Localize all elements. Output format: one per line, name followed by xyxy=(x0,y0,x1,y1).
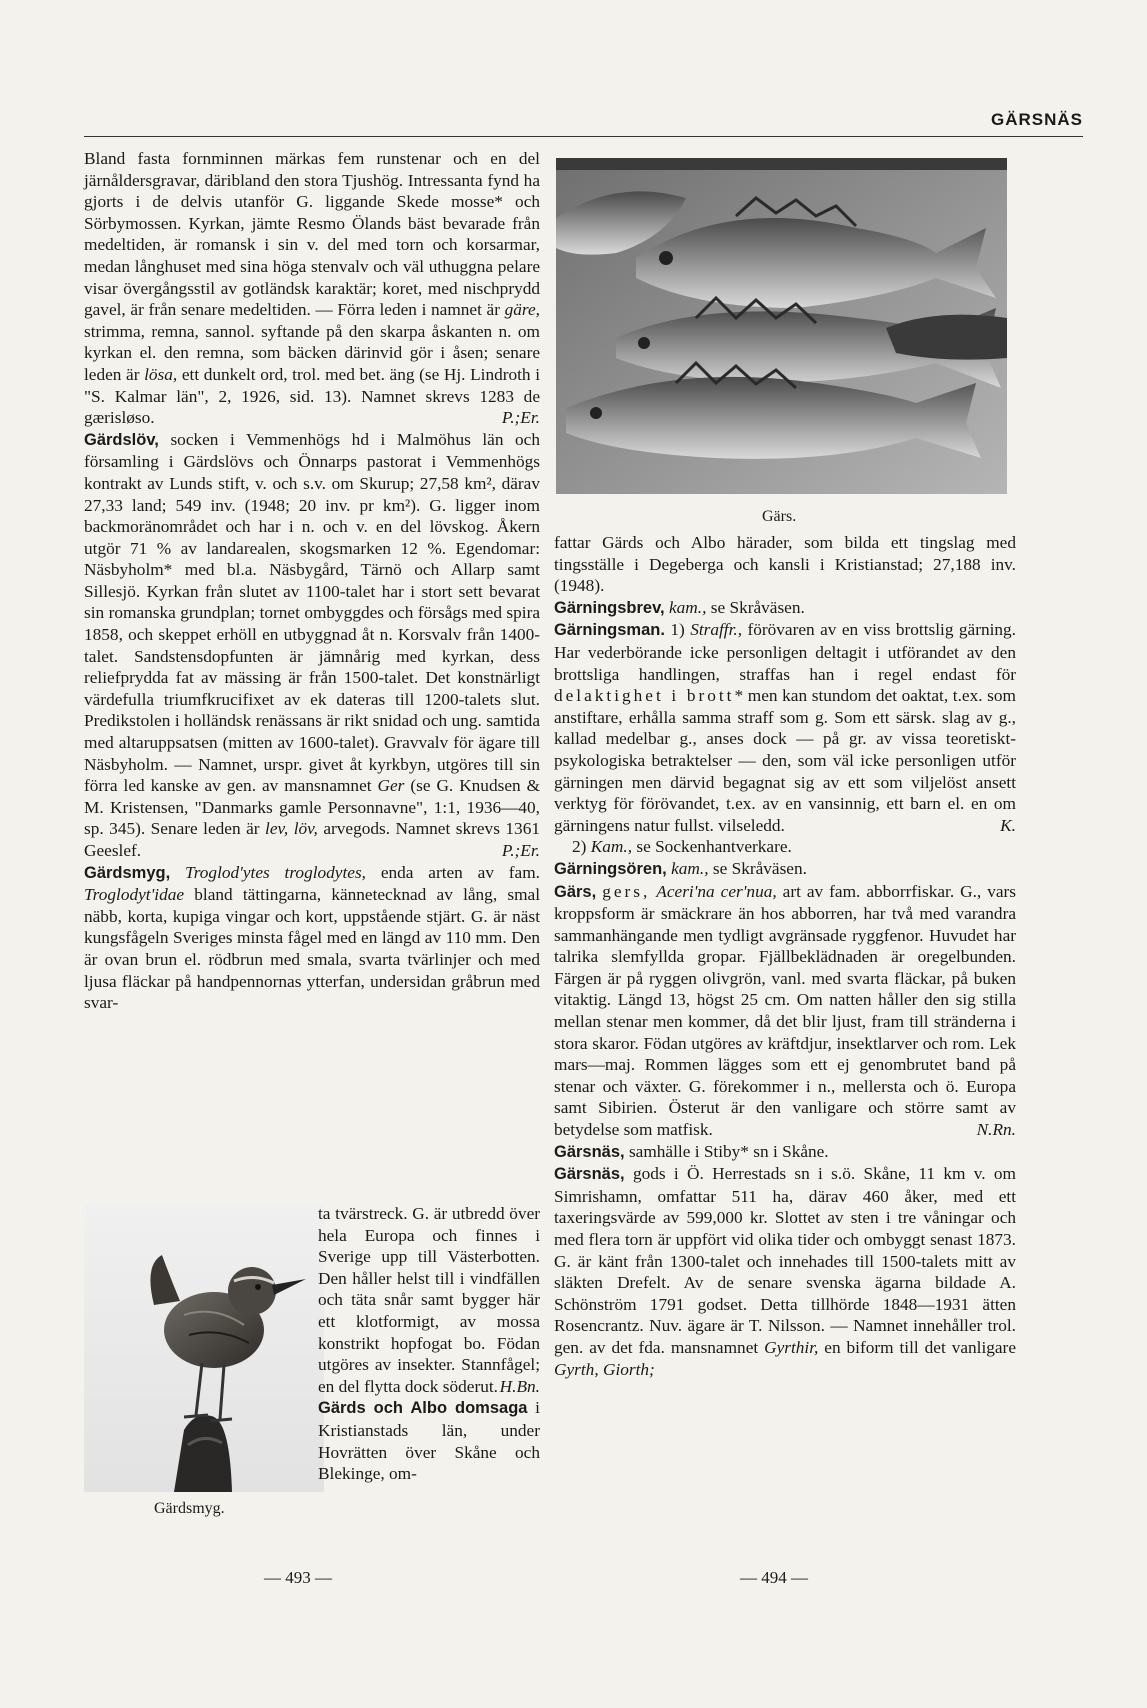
headword: Gärningsören, xyxy=(554,859,667,878)
running-title: GÄRSNÄS xyxy=(990,110,1083,129)
entry-garningsoren: Gärningsören, kam., se Skråväsen. xyxy=(554,858,807,878)
entry-garningsman-2: 2) Kam., se Sockenhantverkare. xyxy=(572,837,792,857)
page-number-left: — 493 — xyxy=(264,1568,332,1587)
entry-gardslov: Gärdslöv, socken i Vemmenhögs hd i Malmöhus län och församling i Gärdslövs och Önnarps pastorat i Vemmenhögs kontrakt av Lunds stift, v. och s.v. om Skurup; 27,58 km², därav 27,33 land; 549 inv. (1948; 20 inv. pr km²). G. ligger inom backmoränområdet och har i n. och v. en del lövskog. Åkern utgör 71 % av landarealen, skogsmarken 12 %. Egendomar: Näsbyholm* med bl.a. Näsbygård, Tärnö och Allarp samt Sillesjö. Kyrkan från slutet av 1100-talet har i stort sett bevarat sin romanska grundplan; tornet ombyggdes och försågs med spira 1858, och skeppet erhöll en utbyggnad åt n. Korsvalv från 1400-talet. Sandstensdopfunten är jämnårig med kyrkan, dess reliefprydda fat av mässing är från 1500-talet. Det konstnärligt värdefulla triumfkrucifixet av ek dateras till 1200-talets slut. Predikstolen i holländsk renässans är rikt snidad och ung. samtida med altaruppsatsen (mitten av 1600-talet). Gravvalv för ägare till Näsbyholm. — Namnet, urspr. givet åt kyrkbyn, utgöres till sin förra led kanske av gen. av mansnamnet Ger (se G. Knudsen & M. Kristensen, "Danmarks gamle Personnavne", 1:1, 1936—40, sp. 345). Senare leden är lev, löv, arvegods. Namnet skrevs 1361 Geeslef. P.;Er. xyxy=(84,429,541,860)
headword: Gärdslöv, xyxy=(84,430,159,449)
author-signature: H.Bn. xyxy=(499,1376,540,1396)
headword: Gärningsbrev, xyxy=(554,598,665,617)
right-column xyxy=(554,532,1016,1380)
wren-caption: Gärdsmyg. xyxy=(154,1500,225,1517)
page-number-right: — 494 — xyxy=(740,1568,808,1587)
author-signature: P.;Er. xyxy=(501,408,540,428)
fish-caption: Gärs. xyxy=(762,508,797,525)
entry-gardsmyg: Gärdsmyg, Troglod'ytes troglodytes, enda arten av fam. Troglodyt'idae bland tättingarna, kännetecknad av lång, smal näbb, korta, kupiga vingar och kort, uppstående stjärt. G. är näst kungsfågeln Sveriges minsta fågel med en längd av 110 mm. Den är ovan brun el. rödbrun med smala, svarta tvärlinjer och med ljusa fläckar på handpennornas ytterfan, undersidan gråbrun med svar- xyxy=(84,862,540,1013)
entry-garningsbrev: Gärningsbrev, kam., se Skråväsen. xyxy=(554,597,805,617)
gardsmyg-continued: ta tvärstreck. G. är utbredd över hela Europa och finnes i Sverige upp till Västerbotten. Den håller helst till i vindfällen och täta snår samt bygger här ett klotformigt, av mossa konstrikt hopfogat bo. Födan utgöres av insekter. Stannfågel; en del flytta dock söderut. H.Bn. Gärds och Albo domsaga i Kristianstads län, under Hovrätten över Skåne och Blekinge, om- xyxy=(318,1204,540,1484)
entry-garsnas-1: Gärsnäs, samhälle i Stiby* sn i Skåne. xyxy=(554,1141,829,1161)
fish-photo xyxy=(556,158,1007,494)
entry-garningsman: Gärningsman. 1) Straffr., förövaren av en viss brottslig gärning. Har vederbörande icke personligen deltagit i utförandet av den brottsliga handlingen, straffas han i regel endast för delaktighet i brott* men kan stundom det oaktat, t.ex. som anstiftare, erhålla samma straff som g. Som ett särsk. slag av g., kallad medelbar g., anses dock — på gr. av vissa teoretiskt-psykologiska betraktelser — den, som väl icke personligen utför gärningen men därvid begagnat sig av ett som viljelöst ansett verktyg för förövandet, t.ex. av en vansinnig, ett barn el. en om gärningens natur fullst. vilseledd. K. xyxy=(554,620,1016,835)
entry-gars: Gärs, gers, Aceri'na cer'nua, art av fam. abborrfiskar. G., vars kroppsform är smäckrare än hos abborren, har två med varandra sammanhängande men tydligt avgränsade ryggfenor. Huvudet har talrika slemfyllda gropar. Fjällbeklädnaden är oregelbunden. Färgen är på ryggen olivgrön, vanl. med svarta fläckar, på buken vitaktig. Längd 13, högst 25 cm. Om natten håller den sig stilla mellan stenar men kommer, då det blir ljust, fram till stränderna i stora skaror. Födan utgöres av kräftdjur, insektlarver och rom. Lek mars—maj. Rommen lägges som ett ej genombrutet band på stenar och växter. G. förekommer i n., mellersta och ö. Europa samt Sibirien. Österut är den vanligare och större samt av betydelse som matfisk. N.Rn. xyxy=(554,881,1016,1140)
headword: Gärningsman. xyxy=(554,621,665,640)
header-rule xyxy=(84,136,1083,137)
author-signature: P.;Er. xyxy=(501,841,540,860)
entry-gardslosa: Bland fasta fornminnen märkas fem runstenar och en del järnåldersgravar, däribland den stora Tjushög. Intressanta fynd ha gjorts i de delvis utanför G. liggande Skede mosse* och Sörbymossen. Kyrkan, jämte Resmo Ölands bäst bevarade från medeltiden, är romansk i sin v. del med torn och korsarmar, medan långhuset med sina höga stenvalv och väl uthuggna pelare visar övergångsstil av gotländsk karaktär; koret, med nischprydd gavel, är från senare medeltiden. — Förra leden i namnet är gäre, strimma, remna, sannol. syftande på den skarpa åskanten n. om kyrkan el. den remna, som bäcken därinvid gör i åsen; senare leden är lösa, ett dunkelt ord, trol. med bet. äng (se Hj. Lindroth i "S. Kalmar län", 2, 1926, sid. 13). Namnet skrevs 1283 de gærisløso. P.;Er. xyxy=(84,149,540,428)
entry-gards-albo: Gärds och Albo domsaga i Kristianstads län, under Hovrätten över Skåne och Blekinge, om- xyxy=(318,1398,540,1484)
ruffe-fish-illustration xyxy=(556,158,1007,494)
headword: Gärsnäs, xyxy=(554,1165,625,1184)
entry-garsnas-2: Gärsnäs, gods i Ö. Herrestads sn i s.ö. Skåne, 11 km v. om Simrishamn, omfattar 511 ha, därav 460 åker, med ett taxeringsvärde av 599,000 kr. Slottet av sten i tre våningar och med flera torn är uppfört vid olika tider och ombyggt senast 1873. G. är känt från 1300-talet och innehades till 1500-talets mitt av släkten Drefelt. Av de senare svenska ägarna bildade A. Schönström 1791 godset. Detta tillhörde 1848—1931 ätten Rosencrantz. Nuv. ägare är T. Nilsson. — Namnet innehåller trol. gen. av det fda. mansnamnet Gyrthir, en biform till det vanligare Gyrth, Giorth; xyxy=(554,1164,1016,1379)
wren-photo xyxy=(84,1205,324,1492)
headword: Gärs, xyxy=(554,882,597,901)
wren-illustration xyxy=(84,1205,324,1492)
author-signature: K. xyxy=(1000,815,1016,835)
author-signature: N.Rn. xyxy=(976,1120,1016,1140)
left-column xyxy=(84,148,540,1014)
headword: Gärdsmyg, xyxy=(84,863,171,882)
headword: Gärds och Albo domsaga xyxy=(318,1399,528,1418)
headword: Gärsnäs, xyxy=(554,1142,625,1161)
entry-gards-albo-cont: fattar Gärds och Albo härader, som bilda ett tingslag med tingsställe i Degeberga och kansli i Kristianstad; 27,188 inv. (1948). xyxy=(554,533,1016,596)
